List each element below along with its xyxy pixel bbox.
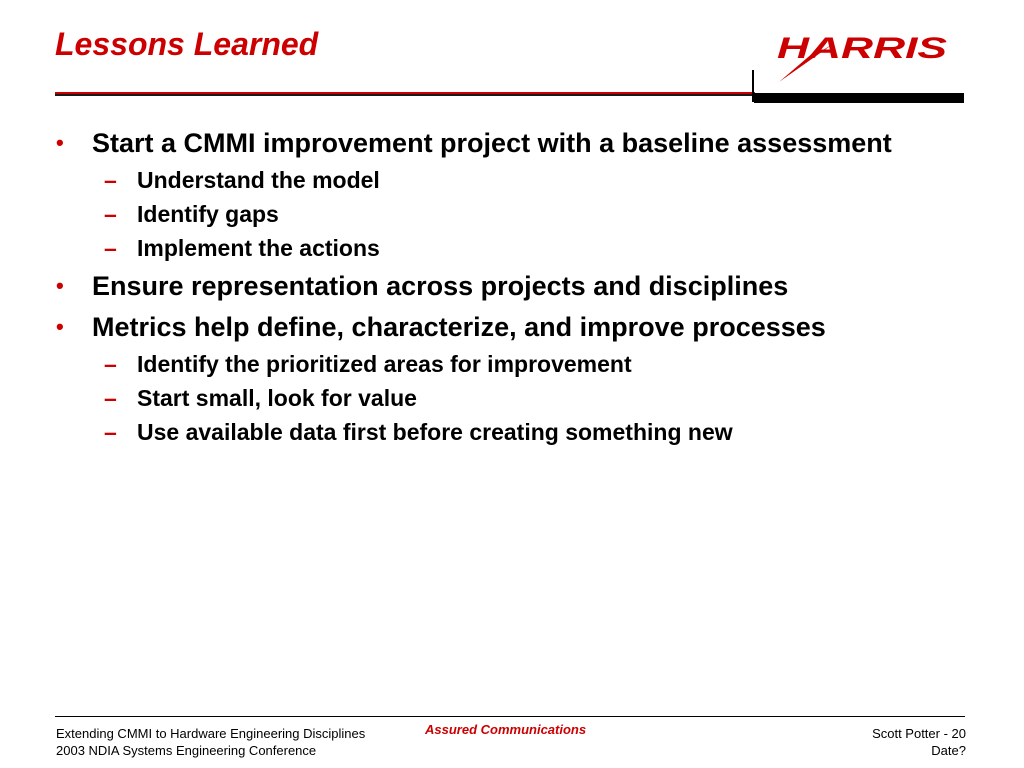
sub-bullet-text: Implement the actions (137, 235, 380, 261)
sub-bullet-marker: – (104, 419, 117, 445)
bullet-marker: • (56, 130, 64, 155)
sub-bullet-item (56, 197, 986, 231)
sub-bullet-text: Identify the prioritized areas for improvement (137, 351, 632, 377)
slide-title: Lessons Learned (55, 26, 319, 62)
bullet-item (56, 307, 986, 347)
sub-bullet-text: Identify gaps (137, 201, 279, 227)
footer-presentation-title: Extending CMMI to Hardware Engineering Disciplines (56, 726, 366, 741)
bullet-marker: • (56, 273, 64, 298)
bullet-list (56, 122, 986, 449)
harris-logo-graphic (775, 30, 955, 86)
footer-tagline: Assured Communications (425, 722, 587, 737)
footer-left (56, 725, 365, 759)
harris-logo (775, 30, 955, 86)
sub-bullet-marker: – (104, 385, 117, 411)
bullet-text: Metrics help define, characterize, and improve processes (92, 312, 826, 342)
bullet-text: Ensure representation across projects and disciplines (92, 271, 789, 301)
sub-bullet-marker: – (104, 167, 117, 193)
sub-bullet-item (56, 231, 986, 265)
sub-bullet-marker: – (104, 201, 117, 227)
sub-bullet-text: Start small, look for value (137, 385, 417, 411)
bullet-marker: • (56, 314, 64, 339)
footer-date: Date? (931, 743, 966, 758)
sub-bullet-text: Use available data first before creating something new (137, 419, 733, 445)
footer-conference: 2003 NDIA Systems Engineering Conference (56, 743, 317, 758)
sub-bullet-marker: – (104, 351, 117, 377)
bullet-text: Start a CMMI improvement project with a baseline assessment (92, 128, 892, 158)
harris-logo-text: HARRIS (777, 32, 947, 65)
bullet-item (56, 266, 986, 306)
sub-bullet-text: Understand the model (137, 167, 380, 193)
sub-bullet-item (56, 163, 986, 197)
footer-author-page: Scott Potter - 20 (872, 726, 966, 741)
sub-bullet-item (56, 381, 986, 415)
bullet-item (56, 123, 986, 163)
sub-bullet-item (56, 347, 986, 381)
title-divider (55, 92, 755, 96)
sub-bullet-marker: – (104, 235, 117, 261)
footer-right (872, 725, 966, 759)
footer-divider (55, 716, 965, 717)
sub-bullet-item (56, 415, 986, 449)
logo-divider-bar (754, 93, 964, 103)
